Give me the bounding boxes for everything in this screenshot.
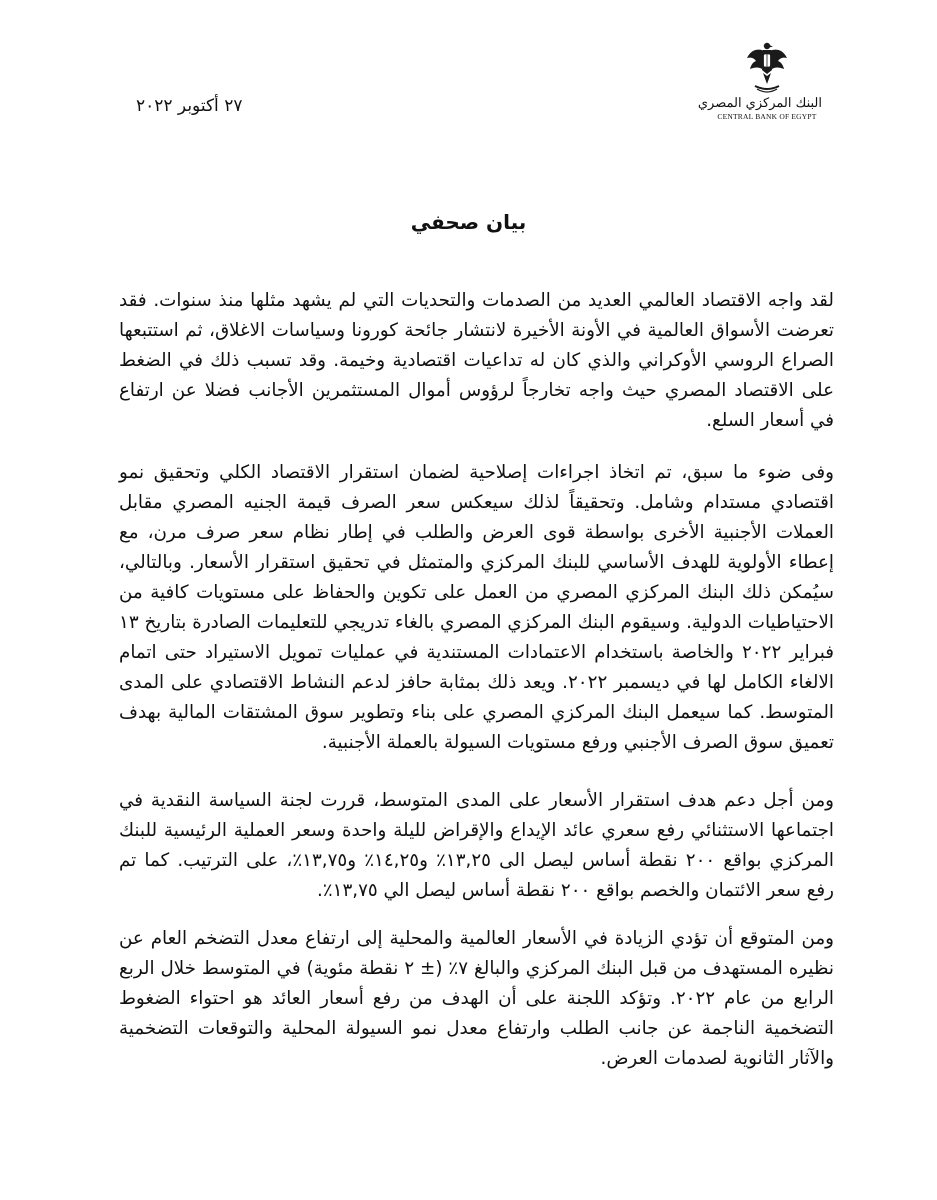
- release-date: ٢٧ أكتوبر ٢٠٢٢: [136, 96, 243, 116]
- body-paragraph-2: وفى ضوء ما سبق، تم اتخاذ اجراءات إصلاحية لضمان استقرار الاقتصاد الكلي وتحقيق نمو اقتصادي مستدام وشامل. وتحقيقاً لذلك سيعكس سعر الصرف قيمة الجنيه المصري مقابل العملات الأجنبية الأخرى بواسطة قوى العرض والطلب في إطار نظام سعر صرف مرن، مع إعطاء الأولوية للهدف الأساسي للبنك المركزي والمتمثل في تحقيق استقرار الأسعار. وبالتالي، سيُمكن ذلك البنك المركزي المصري من العمل على تكوين والحفاظ على مستويات كافية من الاحتياطيات الدولية. وسيقوم البنك المركزي المصري بالغاء تدريجي للتعليمات الصادرة بتاريخ ١٣ فبراير ٢٠٢٢ والخاصة باستخدام الاعتمادات المستندية في عمليات تمويل الاستيراد حتى اتمام الالغاء الكامل لها في ديسمبر ٢٠٢٢. ويعد ذلك بمثابة حافز لدعم النشاط الاقتصادي على المدى المتوسط. كما سيعمل البنك المركزي المصري على بناء وتطوير سوق المشتقات المالية بهدف تعميق سوق الصرف الأجنبي ورفع مستويات السيولة بالعملة الأجنبية.: [119, 462, 834, 754]
- cbe-logo: [697, 40, 822, 136]
- body-paragraph-3: ومن أجل دعم هدف استقرار الأسعار على المدى المتوسط، قررت لجنة السياسة النقدية في اجتماعها الاستثنائي رفع سعري عائد الإيداع والإقراض لليلة واحدة وسعر العملية الرئيسية للبنك المركزي بواقع ٢٠٠ نقطة أساس ليصل الى ١٣,٢٥٪ و١٤,٢٥٪ و١٣,٧٥٪، على الترتيب. كما تم رفع سعر الائتمان والخصم بواقع ٢٠٠ نقطة أساس ليصل الي ١٣,٧٥٪.: [119, 790, 834, 902]
- eagle-emblem-icon: [745, 40, 789, 96]
- logo-english-name: CENTRAL BANK OF EGYPT: [717, 112, 817, 121]
- body-paragraph-1: لقد واجه الاقتصاد العالمي العديد من الصدمات والتحديات التي لم يشهد مثلها منذ سنوات. فقد تعرضت الأسواق العالمية في الأونة الأخيرة لانتشار جائحة كورونا وسياسات الاغلاق، ثم استتبعها الصراع الروسي الأوكراني والذي كان له تداعيات اقتصادية وخيمة. وقد تسبب ذلك في الضغط على الاقتصاد المصري حيث واجه تخارجاً لرؤوس أموال المستثمرين الأجانب فضلا عن ارتفاع في أسعار السلع.: [119, 290, 834, 432]
- logo-arabic-name: البنك المركزي المصري: [697, 96, 822, 111]
- body-paragraph-4: ومن المتوقع أن تؤدي الزيادة في الأسعار العالمية والمحلية إلى ارتفاع معدل التضخم العام عن نظيره المستهدف من قبل البنك المركزي والبالغ ٧٪ (± ٢ نقطة مئوية) في المتوسط خلال الربع الرابع من عام ٢٠٢٢. وتؤكد اللجنة على أن الهدف من رفع أسعار العائد هو احتواء الضغوط التضخمية الناجمة عن جانب الطلب وارتفاع معدل نمو السيولة المحلية والتوقعات التضخمية والآثار الثانوية لصدمات العرض.: [119, 928, 834, 1070]
- page-title: بيان صحفي: [410, 210, 527, 234]
